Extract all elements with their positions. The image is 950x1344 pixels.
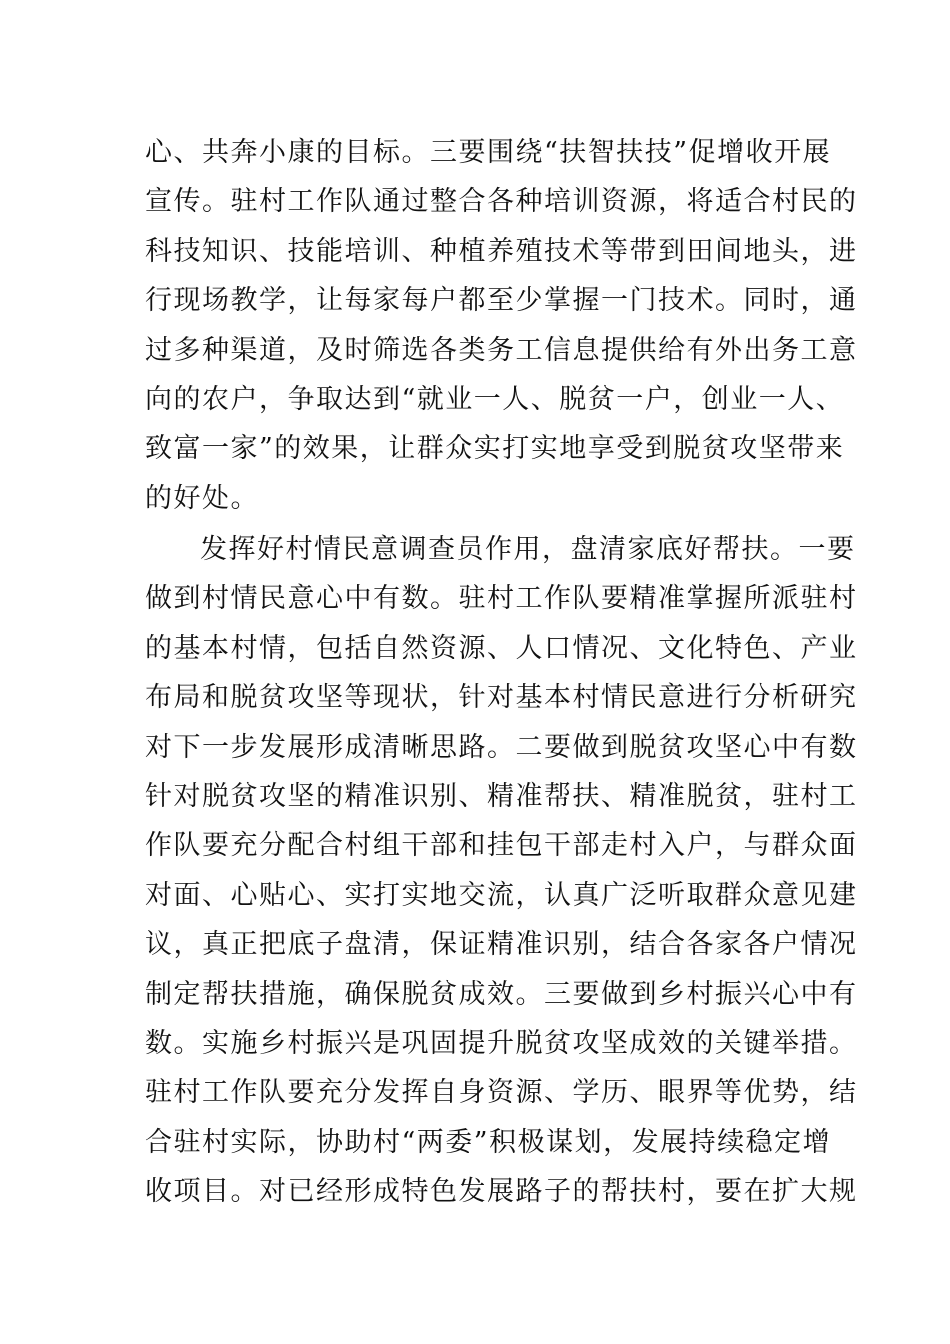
text-line: 做到村情民意心中有数。驻村工作队要精准掌握所派驻村 [145,583,858,615]
text-line: 布局和脱贫攻坚等现状，针对基本村情民意进行分析研究 [145,682,858,714]
text-line: 过多种渠道，及时筛选各类务工信息提供给有外出务工意 [145,334,858,366]
paragraph-1 [145,128,858,523]
text-line: 作队要充分配合村组干部和挂包干部走村入户，与群众面 [145,830,858,862]
text-line: 心、共奔小康的目标。三要围绕“扶智扶技”促增收开展 [145,137,832,168]
text-line: 的好处。 [145,482,259,514]
text-line: 科技知识、技能培训、种植养殖技术等带到田间地头，进 [145,235,858,267]
text-line: 致富一家”的效果，让群众实打实地享受到脱贫攻坚带来 [145,433,845,465]
text-line: 数。实施乡村振兴是巩固提升脱贫攻坚成效的关键举措。 [145,1027,858,1059]
text-line: 合驻村实际，协助村“两委”积极谋划，发展持续稳定增 [145,1126,832,1158]
text-line: 的基本村情，包括自然资源、人口情况、文化特色、产业 [145,632,858,664]
text-line: 对面、心贴心、实打实地交流，认真广泛听取群众意见建 [145,879,858,911]
paragraph-2 [145,525,858,1216]
text-line: 对下一步发展形成清晰思路。二要做到脱贫攻坚心中有数 [145,731,858,763]
text-line: 向的农户，争取达到“就业一人、脱贫一户，创业一人、 [145,383,845,415]
text-line: 发挥好村情民意调查员作用，盘清家底好帮扶。一要 [200,534,856,565]
text-line: 驻村工作队要充分发挥自身资源、学历、眼界等优势，结 [145,1077,858,1109]
text-line: 收项目。对已经形成特色发展路子的帮扶村，要在扩大规 [145,1176,858,1208]
text-line: 议，真正把底子盘清，保证精准识别，结合各家各户情况 [145,929,858,961]
text-line: 制定帮扶措施，确保脱贫成效。三要做到乡村振兴心中有 [145,978,858,1010]
text-line: 宣传。驻村工作队通过整合各种培训资源，将适合村民的 [145,186,858,218]
text-line: 针对脱贫攻坚的精准识别、精准帮扶、精准脱贫，驻村工 [145,780,858,812]
text-line: 行现场教学，让每家每户都至少掌握一门技术。同时，通 [145,285,858,317]
